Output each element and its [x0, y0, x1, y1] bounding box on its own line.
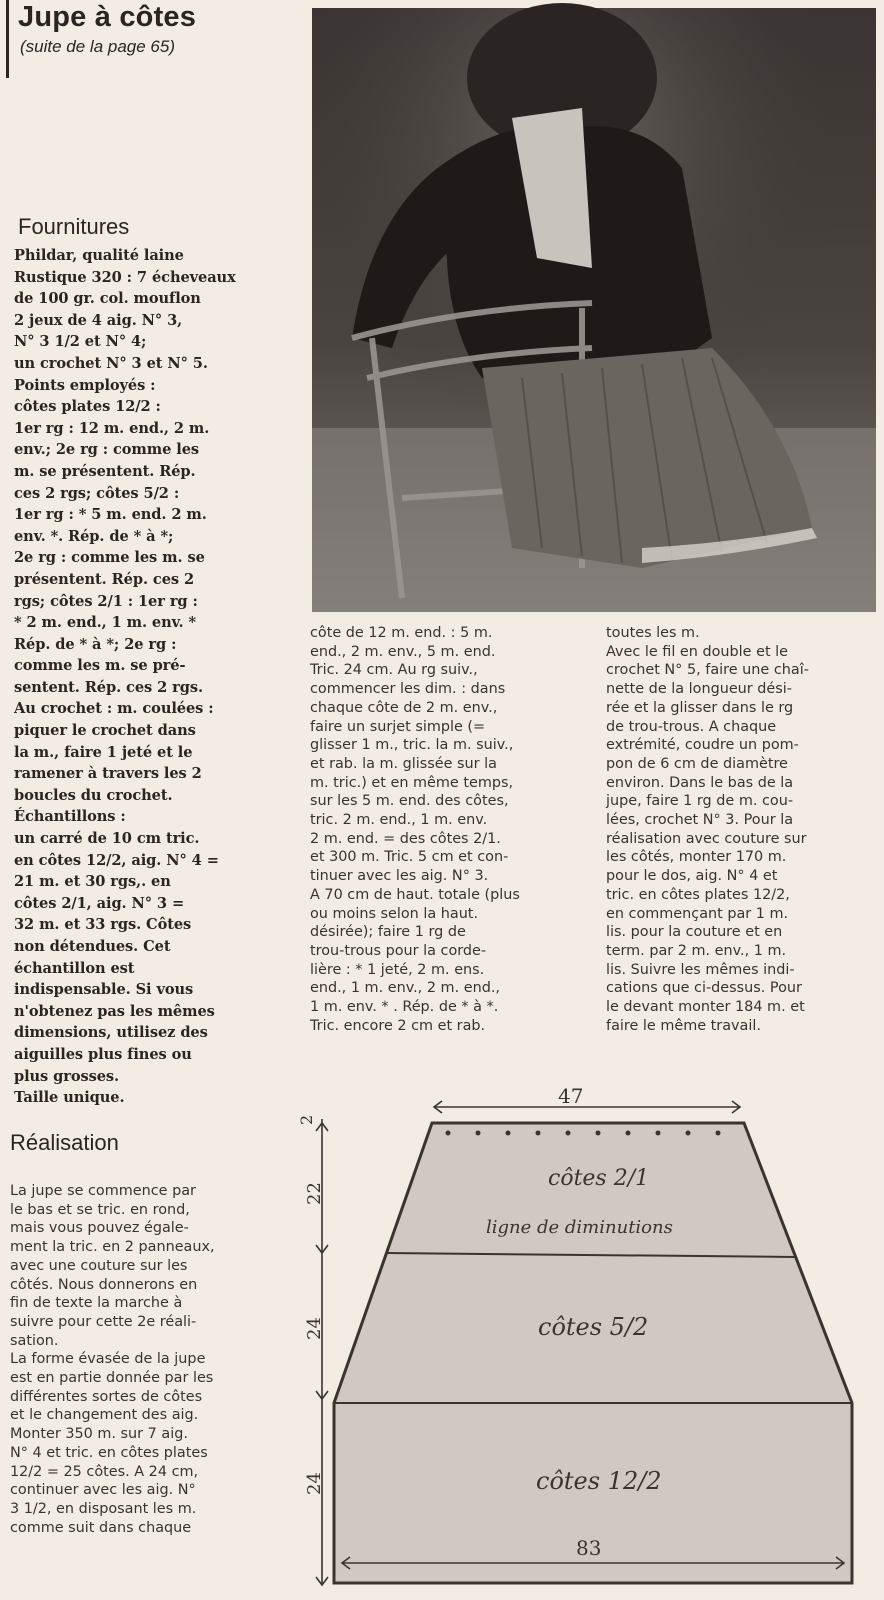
- realisation-line: La forme évasée de la jupe: [10, 1351, 206, 1368]
- fournitures-line: un crochet N° 3 et N° 5.: [14, 354, 208, 372]
- fournitures-line: N° 3 1/2 et N° 4;: [14, 333, 147, 351]
- fournitures-line: env. *. Rép. de * à *;: [14, 527, 174, 545]
- right-column-line: toutes les m.: [606, 625, 700, 641]
- fournitures-line: rgs; côtes 2/1 : 1er rg :: [14, 592, 198, 610]
- realisation-line: avec une couture sur les: [10, 1257, 188, 1274]
- fournitures-line: Phildar, qualité laine: [14, 247, 184, 264]
- middle-column-line: sur les 5 m. end. des côtes,: [310, 793, 509, 810]
- fournitures-line: ramener à travers les 2: [14, 765, 202, 783]
- middle-column-line: côte de 12 m. end. : 5 m.: [310, 625, 493, 641]
- realisation-line: Monter 350 m. sur 7 aig.: [10, 1426, 188, 1443]
- middle-column-line: 2 m. end. = des côtes 2/1.: [310, 830, 501, 847]
- realisation-line: différentes sortes de côtes: [10, 1388, 203, 1405]
- label-middle: côtes 5/2: [538, 1313, 649, 1341]
- fournitures-line: côtes 2/1, aig. N° 3 =: [14, 894, 185, 912]
- realisation-line: côtés. Nous donnerons en: [10, 1276, 198, 1293]
- fournitures-line: dimensions, utilisez des: [14, 1024, 208, 1042]
- fournitures-line: aiguilles plus fines ou: [14, 1045, 192, 1063]
- fournitures-line: env.; 2e rg : comme les: [14, 441, 200, 459]
- realisation-line: fin de texte la marche à: [10, 1295, 183, 1312]
- fournitures-line: 1er rg : 12 m. end., 2 m.: [14, 419, 210, 437]
- realisation-line: 12/2 = 25 côtes. A 24 cm,: [10, 1463, 199, 1480]
- dim-top-height: 2: [297, 1114, 316, 1125]
- label-upper: côtes 2/1: [548, 1166, 650, 1191]
- page-subtitle: (suite de la page 65): [20, 37, 175, 56]
- page-title: Jupe à côtes: [18, 1, 197, 33]
- dim-lower-height: 24: [304, 1472, 325, 1495]
- label-lower: côtes 12/2: [536, 1467, 662, 1495]
- fournitures-line: indispensable. Si vous: [14, 981, 194, 999]
- middle-column-line: A 70 cm de haut. totale (plus: [310, 886, 520, 903]
- right-column-line: lis. Suivre les mêmes indi-: [606, 961, 795, 978]
- right-column-line: en commençant par 1 m.: [606, 905, 789, 922]
- fournitures-line: un carré de 10 cm tric.: [14, 830, 200, 848]
- realisation-line: 3 1/2, en disposant les m.: [10, 1500, 197, 1517]
- fournitures-line: de 100 gr. col. mouflon: [14, 290, 201, 308]
- fournitures-line: ces 2 rgs; côtes 5/2 :: [14, 484, 180, 502]
- realisation-line: est en partie donnée par les: [10, 1370, 214, 1387]
- fournitures-line: 2 jeux de 4 aig. N° 3,: [14, 311, 183, 329]
- realisation-line: et le changement des aig.: [10, 1407, 199, 1424]
- middle-column-line: chaque côte de 2 m. env.,: [310, 699, 498, 716]
- middle-column-text: [310, 624, 580, 1035]
- realisation-heading: Réalisation: [10, 1130, 119, 1155]
- realisation-line: sation.: [10, 1332, 59, 1349]
- fournitures-line: Rustique 320 : 7 écheveaux: [14, 268, 236, 286]
- fournitures-line: échantillon est: [14, 959, 135, 977]
- right-column-line: faire le même travail.: [606, 1017, 761, 1034]
- middle-column-line: et rab. la m. glissée sur la: [310, 755, 497, 772]
- right-column-line: term. par 2 m. env., 1 m.: [606, 942, 787, 959]
- fournitures-heading: Fournitures: [18, 214, 130, 239]
- skirt-pattern-diagram: [297, 1084, 878, 1595]
- middle-column-line: tinuer avec les aig. N° 3.: [310, 868, 489, 885]
- fournitures-line: piquer le crochet dans: [14, 722, 196, 740]
- dim-upper-height: 22: [304, 1182, 325, 1205]
- middle-column-line: tric. 2 m. end., 1 m. env.: [310, 812, 488, 829]
- right-column-line: cations que ci-dessus. Pour: [606, 980, 802, 997]
- fournitures-line: sentent. Rép. ces 2 rgs.: [14, 678, 203, 696]
- fournitures-line: plus grosses.: [14, 1067, 119, 1085]
- right-column-line: les côtés, monter 170 m.: [606, 849, 787, 866]
- middle-column-line: faire un surjet simple (=: [310, 718, 486, 735]
- right-column-line: lées, crochet N° 3. Pour la: [606, 812, 794, 829]
- realisation-line: ment la tric. en 2 panneaux,: [10, 1239, 215, 1256]
- middle-column-line: trou-trous pour la corde-: [310, 942, 487, 959]
- middle-column-line: end., 2 m. env., 5 m. end.: [310, 643, 496, 660]
- fournitures-text: [14, 245, 300, 1109]
- fournitures-line: 1er rg : * 5 m. end. 2 m.: [14, 506, 207, 524]
- fournitures-line: présentent. Rép. ces 2: [14, 570, 195, 588]
- fournitures-line: en côtes 12/2, aig. N° 4 =: [14, 851, 219, 869]
- middle-column-line: Tric. encore 2 cm et rab.: [310, 1017, 486, 1034]
- right-column-line: extrémité, coudre un pom-: [606, 737, 799, 754]
- fournitures-line: 32 m. et 33 rgs. Côtes: [14, 916, 192, 934]
- title-rule: [6, 0, 9, 78]
- right-column-line: jupe, faire 1 rg de m. cou-: [606, 793, 794, 810]
- realisation-line: La jupe se commence par: [10, 1183, 196, 1199]
- middle-column-line: et 300 m. Tric. 5 cm et con-: [310, 849, 509, 866]
- right-column-text: [606, 624, 878, 1035]
- fournitures-line: Points employés :: [14, 376, 156, 394]
- realisation-line: le bas et se tric. en rond,: [10, 1201, 190, 1218]
- middle-column-line: commencer les dim. : dans: [310, 681, 506, 698]
- fournitures-line: * 2 m. end., 1 m. env. *: [14, 614, 197, 632]
- right-column-line: environ. Dans le bas de la: [606, 774, 794, 791]
- right-column-line: rée et la glisser dans le rg: [606, 699, 794, 716]
- right-column-line: le devant monter 184 m. et: [606, 999, 805, 1016]
- right-column-line: tric. en côtes plates 12/2,: [606, 886, 790, 903]
- fournitures-line: côtes plates 12/2 :: [14, 398, 161, 416]
- realisation-line: continuer avec les aig. N°: [10, 1482, 196, 1499]
- dim-middle-height: 24: [304, 1317, 325, 1340]
- middle-column-line: 1 m. env. * . Rép. de * à *.: [310, 999, 499, 1016]
- model-photo: [312, 8, 876, 612]
- right-column-line: réalisation avec couture sur: [606, 830, 807, 847]
- right-column-line: pour le dos, aig. N° 4 et: [606, 868, 778, 885]
- fournitures-line: la m., faire 1 jeté et le: [14, 743, 193, 761]
- dim-top-width: 47: [558, 1084, 584, 1108]
- fournitures-line: Taille unique.: [14, 1089, 125, 1107]
- right-column-line: nette de la longueur dési-: [606, 681, 792, 698]
- fournitures-line: boucles du crochet.: [14, 786, 173, 804]
- right-column-line: Avec le fil en double et le: [606, 643, 789, 660]
- middle-column-line: désirée); faire 1 rg de: [310, 924, 466, 941]
- middle-column-line: m. tric.) et en même temps,: [310, 774, 514, 791]
- fournitures-line: m. se présentent. Rép.: [14, 462, 196, 480]
- fournitures-line: comme les m. se pré-: [14, 657, 186, 675]
- fournitures-line: 21 m. et 30 rgs,. en: [14, 873, 171, 891]
- right-column-line: lis. pour la couture et en: [606, 924, 783, 941]
- fournitures-line: Au crochet : m. coulées :: [14, 700, 214, 718]
- fournitures-line: Rép. de * à *; 2e rg :: [14, 635, 177, 653]
- fournitures-line: Échantillons :: [14, 808, 126, 826]
- fournitures-line: n'obtenez pas les mêmes: [14, 1002, 215, 1020]
- realisation-line: comme suit dans chaque: [10, 1519, 192, 1536]
- right-column-line: pon de 6 cm de diamètre: [606, 755, 788, 772]
- middle-column-line: glisser 1 m., tric. la m. suiv.,: [310, 737, 514, 754]
- middle-column-line: Tric. 24 cm. Au rg suiv.,: [310, 662, 478, 679]
- label-decrease: ligne de diminutions: [486, 1217, 673, 1238]
- right-column-line: crochet N° 5, faire une chaî-: [606, 662, 809, 679]
- middle-column-line: ou moins selon la haut.: [310, 905, 479, 922]
- fournitures-line: non détendues. Cet: [14, 938, 171, 955]
- right-column-line: de trou-trous. A chaque: [606, 718, 777, 735]
- realisation-text: [10, 1182, 278, 1537]
- realisation-line: suivre pour cette 2e réali-: [10, 1313, 197, 1330]
- middle-column-line: lière : * 1 jeté, 2 m. ens.: [310, 961, 485, 978]
- photo-illustration: [312, 8, 876, 612]
- realisation-line: mais vous pouvez égale-: [10, 1220, 189, 1237]
- middle-column-line: end., 1 m. env., 2 m. end.,: [310, 980, 500, 997]
- skirt-shape: [334, 1123, 852, 1583]
- realisation-line: N° 4 et tric. en côtes plates: [10, 1444, 208, 1461]
- fournitures-line: 2e rg : comme les m. se: [14, 549, 205, 567]
- dim-bottom-width: 83: [576, 1536, 602, 1560]
